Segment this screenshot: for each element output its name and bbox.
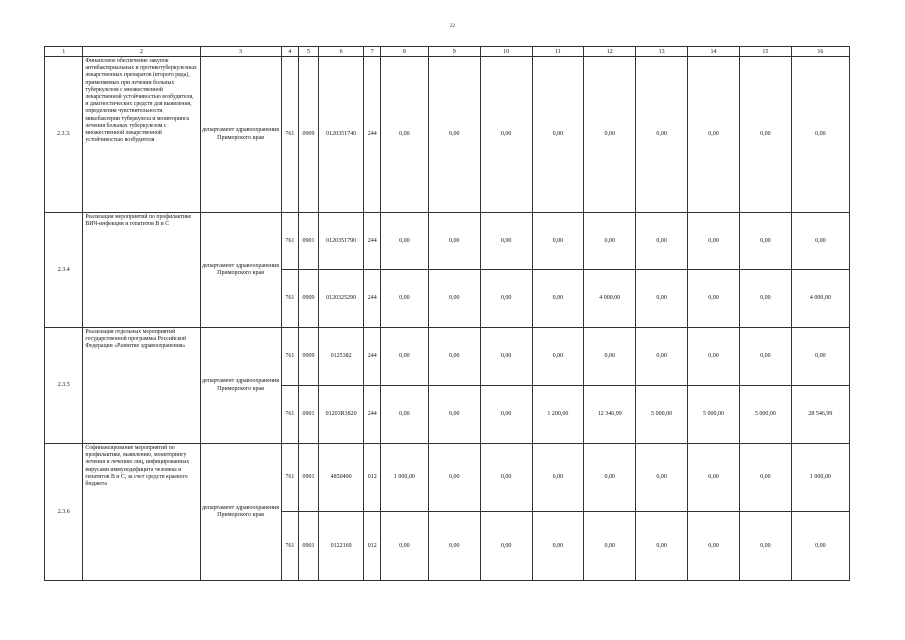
- column-header: 14: [688, 47, 740, 57]
- item-number: 2.3.5: [45, 328, 83, 444]
- column-header: 9: [428, 47, 480, 57]
- column-header: 10: [480, 47, 532, 57]
- amount-cell: 0,00: [636, 213, 688, 270]
- amount-cell: 0,00: [532, 512, 584, 581]
- page-number: 22: [450, 24, 455, 29]
- section-code: 0909: [299, 328, 319, 386]
- column-header: 11: [532, 47, 584, 57]
- item-description: Софинансирование мероприятий по профилактике, выявлению, мониторингу лечения и лечению лиц, инфицированных вирусами иммунодефицита человека и гепатитов В и С, за счет средств краевого бюджета: [83, 444, 200, 581]
- amount-cell: 0,00: [739, 57, 791, 213]
- item-number: 2.3.6: [45, 444, 83, 581]
- table-row: [45, 57, 850, 213]
- expense-type-code: 244: [364, 213, 381, 270]
- amount-cell: 0,00: [739, 213, 791, 270]
- amount-cell: 1 000,00: [381, 444, 429, 512]
- item-number: 2.3.3.: [45, 57, 83, 213]
- header-row: [45, 47, 850, 57]
- amount-cell: 0,00: [532, 444, 584, 512]
- amount-cell: 0,00: [584, 328, 636, 386]
- amount-cell: 0,00: [480, 444, 532, 512]
- column-header: 15: [739, 47, 791, 57]
- amount-cell: 0,00: [428, 386, 480, 444]
- target-article-code: 0122169: [318, 512, 364, 581]
- target-article-code: 4850400: [318, 444, 364, 512]
- amount-cell: 0,00: [739, 444, 791, 512]
- amount-cell: 0,00: [532, 57, 584, 213]
- amount-cell: 0,00: [532, 328, 584, 386]
- column-header: 6: [318, 47, 364, 57]
- target-article-code: 01203R3820: [318, 386, 364, 444]
- amount-cell: 0,00: [480, 512, 532, 581]
- column-header: 13: [636, 47, 688, 57]
- amount-cell: 0,00: [688, 512, 740, 581]
- section-code: 0909: [299, 57, 319, 213]
- grbs-code: 761: [281, 386, 299, 444]
- column-header: 3: [200, 47, 281, 57]
- responsible-department: департамент здравоохранения Приморского края: [200, 444, 281, 581]
- amount-cell: 0,00: [381, 512, 429, 581]
- amount-cell: 0,00: [480, 270, 532, 328]
- responsible-department: департамент здравоохранения Приморского края: [200, 213, 281, 328]
- amount-cell: 5 000,00: [739, 386, 791, 444]
- table-row: [45, 328, 850, 386]
- section-code: 0901: [299, 213, 319, 270]
- amount-cell: 0,00: [381, 328, 429, 386]
- expense-type-code: 244: [364, 386, 381, 444]
- column-header: 16: [791, 47, 849, 57]
- amount-cell: 5 000,00: [688, 386, 740, 444]
- item-number: 2.3.4: [45, 213, 83, 328]
- amount-cell: 0,00: [636, 57, 688, 213]
- amount-cell: 0,00: [739, 512, 791, 581]
- column-header: 12: [584, 47, 636, 57]
- section-code: 0901: [299, 512, 319, 581]
- amount-cell: 28 546,99: [791, 386, 849, 444]
- amount-cell: 0,00: [532, 213, 584, 270]
- target-article-code: 0120325290: [318, 270, 364, 328]
- amount-cell: 0,00: [791, 213, 849, 270]
- amount-cell: 0,00: [381, 386, 429, 444]
- amount-cell: 4 000,00: [791, 270, 849, 328]
- amount-cell: 0,00: [791, 57, 849, 213]
- responsible-department: департамент здравоохранения Приморского края: [200, 328, 281, 444]
- amount-cell: 0,00: [688, 213, 740, 270]
- grbs-code: 761: [281, 512, 299, 581]
- column-header: 4: [281, 47, 299, 57]
- amount-cell: 0,00: [584, 57, 636, 213]
- target-article-code: 0120351790: [318, 213, 364, 270]
- amount-cell: 0,00: [688, 444, 740, 512]
- amount-cell: 0,00: [480, 328, 532, 386]
- table-row: [45, 213, 850, 270]
- table-row: [45, 444, 850, 512]
- column-header: 8: [381, 47, 429, 57]
- grbs-code: 761: [281, 444, 299, 512]
- target-article-code: 0125382: [318, 328, 364, 386]
- amount-cell: 0,00: [739, 328, 791, 386]
- amount-cell: 0,00: [480, 213, 532, 270]
- amount-cell: 0,00: [428, 57, 480, 213]
- amount-cell: 0,00: [428, 328, 480, 386]
- expense-type-code: 244: [364, 328, 381, 386]
- section-code: 0901: [299, 444, 319, 512]
- amount-cell: 0,00: [480, 386, 532, 444]
- column-header: 1: [45, 47, 83, 57]
- amount-cell: 0,00: [791, 328, 849, 386]
- amount-cell: 0,00: [688, 328, 740, 386]
- amount-cell: 12 346,99: [584, 386, 636, 444]
- expense-type-code: 244: [364, 270, 381, 328]
- amount-cell: 0,00: [584, 213, 636, 270]
- amount-cell: 5 000,00: [636, 386, 688, 444]
- expense-type-code: 012: [364, 444, 381, 512]
- item-description: Реализация отдельных мероприятий государственной программы Российской Федерации «Развитие здравоохранения»: [83, 328, 200, 444]
- amount-cell: 1 000,00: [791, 444, 849, 512]
- grbs-code: 761: [281, 213, 299, 270]
- amount-cell: 0,00: [428, 270, 480, 328]
- amount-cell: 0,00: [636, 328, 688, 386]
- expense-type-code: 012: [364, 512, 381, 581]
- amount-cell: 0,00: [791, 512, 849, 581]
- column-header: 7: [364, 47, 381, 57]
- amount-cell: 0,00: [739, 270, 791, 328]
- grbs-code: 761: [281, 328, 299, 386]
- amount-cell: 0,00: [532, 270, 584, 328]
- amount-cell: 0,00: [636, 444, 688, 512]
- budget-table: [44, 46, 850, 581]
- amount-cell: 0,00: [688, 57, 740, 213]
- amount-cell: 0,00: [428, 512, 480, 581]
- amount-cell: 0,00: [688, 270, 740, 328]
- item-description: Реализация мероприятий по профилактике ВИЧ-инфекции и гепатитов В и С: [83, 213, 200, 328]
- amount-cell: 0,00: [584, 512, 636, 581]
- expense-type-code: 244: [364, 57, 381, 213]
- amount-cell: 0,00: [584, 444, 636, 512]
- amount-cell: 4 000,00: [584, 270, 636, 328]
- target-article-code: 0120351740: [318, 57, 364, 213]
- amount-cell: 0,00: [636, 270, 688, 328]
- grbs-code: 761: [281, 270, 299, 328]
- amount-cell: 0,00: [480, 57, 532, 213]
- amount-cell: 0,00: [381, 213, 429, 270]
- section-code: 0909: [299, 270, 319, 328]
- amount-cell: 0,00: [381, 270, 429, 328]
- item-description: Финансовое обеспечение закупок антибактериальных и противотуберкулезных лекарственных препаратов (второго ряда), применяемых при лечении больных туберкулезом с множественной лекарственной устойчивостью возбудителя, и диагностических средств для выявления, определения чувствительности микобактерии туберкулеза и мониторинга лечения больных туберкулезом с множественной лекарственной устойчивостью возбудителя: [83, 57, 200, 213]
- column-header: 2: [83, 47, 200, 57]
- amount-cell: 0,00: [381, 57, 429, 213]
- responsible-department: департамент здравоохранения Приморского края: [200, 57, 281, 213]
- amount-cell: 0,00: [636, 512, 688, 581]
- amount-cell: 1 200,00: [532, 386, 584, 444]
- column-header: 5: [299, 47, 319, 57]
- section-code: 0901: [299, 386, 319, 444]
- grbs-code: 761: [281, 57, 299, 213]
- amount-cell: 0,00: [428, 213, 480, 270]
- amount-cell: 0,00: [428, 444, 480, 512]
